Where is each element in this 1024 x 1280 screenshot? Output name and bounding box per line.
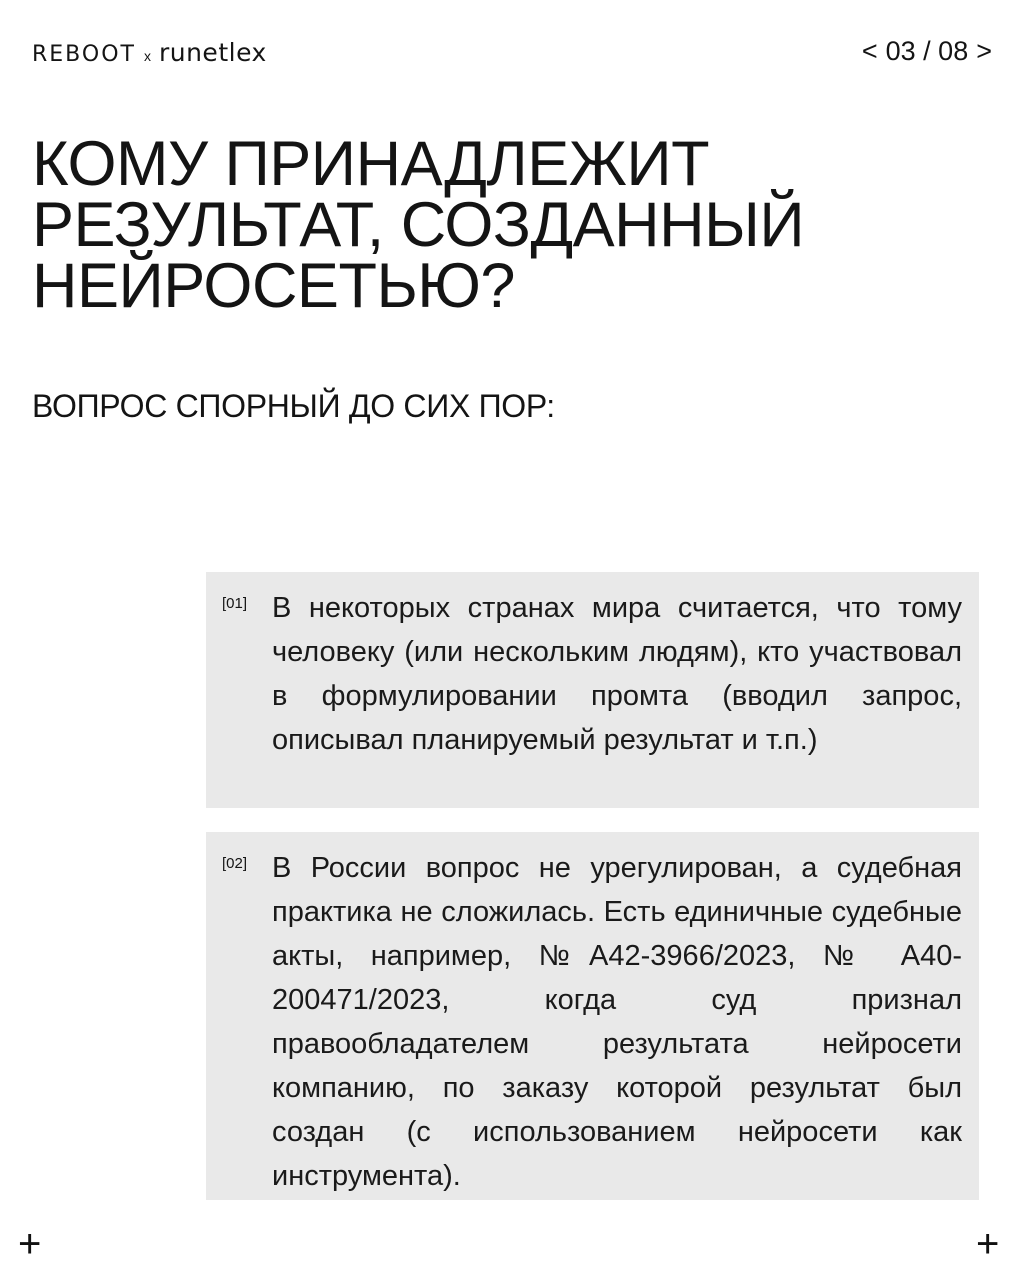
brand-reboot: REBOOT <box>32 42 136 67</box>
page-counter: 03 / 08 <box>885 36 969 66</box>
brand-runetlex: runetlex <box>158 38 267 67</box>
point-text-2: В России вопрос не урегулирован, а судебная практика не сложилась. Есть единичные судебные акты, например, №А42-3966/2023, № А40-200471/2023, когда суд признал правообладателем результата нейросети компанию, по заказу которой результат был создан (с использованием нейросети как инструмента). <box>272 852 962 1192</box>
point-card-2 <box>206 832 979 1200</box>
point-text-1: В некоторых странах мира считается, что тому человеку (или нескольким людям), кто участвовал в формулировании промта (вводил запрос, описывал планируемый результат и т.п.) <box>272 592 962 756</box>
plus-icon: + <box>976 1222 1000 1266</box>
brand-separator: x <box>143 48 151 64</box>
prev-page-icon[interactable]: < <box>861 36 878 66</box>
point-number-1: [01] <box>222 595 248 612</box>
point-number-2: [02] <box>222 855 248 872</box>
page-subtitle: ВОПРОС СПОРНЫЙ ДО СИХ ПОР: <box>32 388 555 424</box>
page-indicator <box>862 36 992 67</box>
plus-icon: + <box>18 1222 42 1266</box>
point-card-1 <box>206 572 979 808</box>
brand-logo <box>32 38 267 68</box>
next-page-icon[interactable]: > <box>976 36 992 66</box>
page-title: КОМУ ПРИНАДЛЕЖИТ РЕЗУЛЬТАТ, СОЗДАННЫЙ НЕЙРОСЕТЬЮ? <box>32 129 805 321</box>
